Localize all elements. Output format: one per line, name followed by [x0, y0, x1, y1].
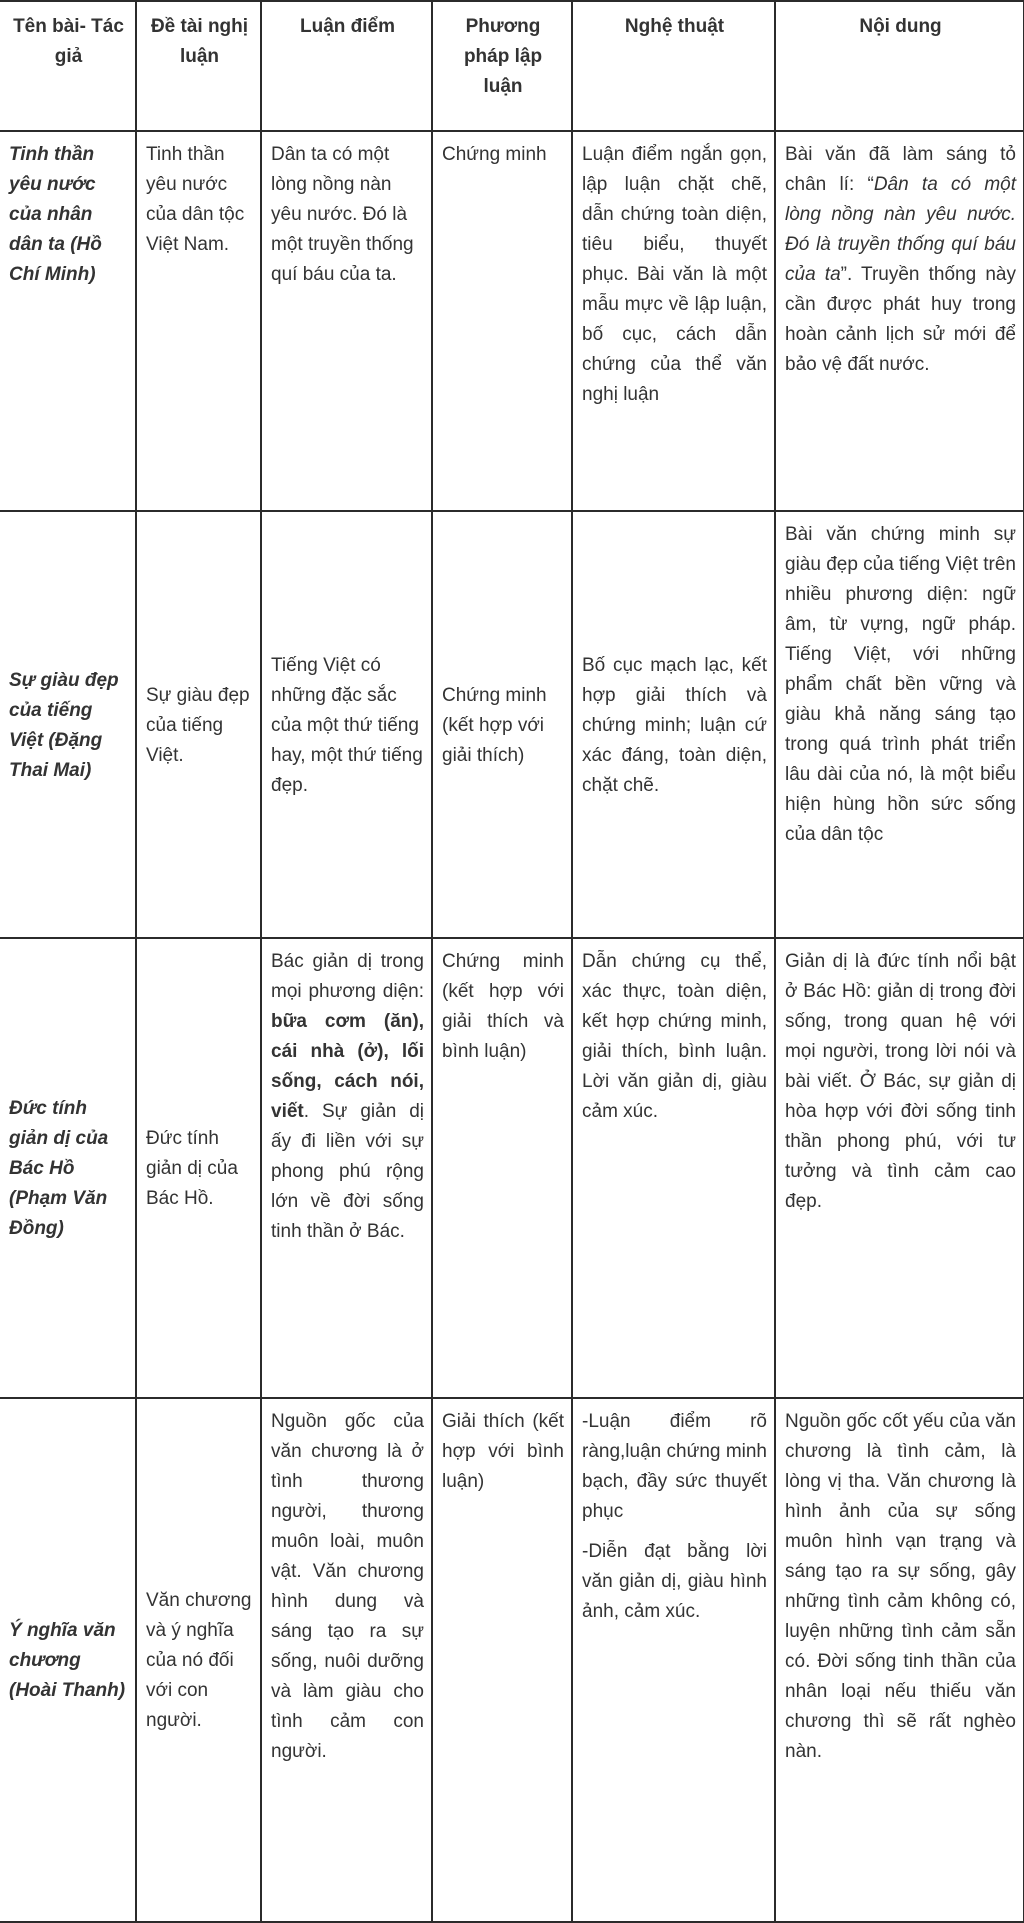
table-row	[0, 938, 1024, 1398]
cell-art	[572, 1398, 775, 1922]
header-content: Nội dung	[775, 1, 1024, 131]
cell-content: Nguồn gốc cốt yếu của văn chương là tình cảm, là lòng vị tha. Văn chương là hình ảnh của sự sống muôn hình vạn trạng và sáng tạo ra sự sống, gây những tình cảm không có, luyện những tình cảm sẵn có. Đời sống tinh thần của nhân loại nếu thiếu văn chương thì sẽ rất nghèo nàn.	[775, 1398, 1024, 1922]
cell-thesis: Dân ta có một lòng nồng nàn yêu nước. Đó là một truyền thống quí báu của ta.	[261, 131, 432, 511]
header-row	[0, 1, 1024, 131]
table-row	[0, 511, 1024, 938]
cell-topic: Đức tính giản dị của Bác Hồ.	[136, 938, 261, 1398]
cell-thesis	[261, 938, 432, 1398]
cell-content: Bài văn chứng minh sự giàu đẹp của tiếng Việt trên nhiều phương diện: ngữ âm, từ vựng, ngữ pháp. Tiếng Việt, với những phẩm chất bền vững và giàu khả năng sáng tạo trong quá trình phát triển lâu dài của nó, là một biểu hiện hùng hồn sức sống của dân tộc	[775, 511, 1024, 938]
cell-topic: Tinh thần yêu nước của dân tộc Việt Nam.	[136, 131, 261, 511]
cell-title: Sự giàu đẹp của tiếng Việt (Đặng Thai Mai)	[0, 511, 136, 938]
cell-thesis: Tiếng Việt có những đặc sắc của một thứ tiếng hay, một thứ tiếng đẹp.	[261, 511, 432, 938]
art-point: -Luận điểm rõ ràng,luận chứng minh bạch, đầy sức thuyết phục	[582, 1411, 767, 1522]
cell-method: Chứng minh (kết hợp với giải thích và bình luận)	[432, 938, 572, 1398]
table-row	[0, 1398, 1024, 1922]
cell-content: Giản dị là đức tính nổi bật ở Bác Hồ: giản dị trong đời sống, trong quan hệ với mọi người, trong lời nói và bài viết. Ở Bác, sự giản dị hòa hợp với đời sống tinh thần phong phú, với tư tưởng và tình cảm cao đẹp.	[775, 938, 1024, 1398]
thesis-bold: bữa cơm (ăn), cái nhà (ở), lối sống, cách nói, viết	[271, 1011, 424, 1122]
cell-topic: Sự giàu đẹp của tiếng Việt.	[136, 511, 261, 938]
header-title-author: Tên bài- Tác giả	[0, 1, 136, 131]
cell-title: Tinh thần yêu nước của nhân dân ta (Hồ Chí Minh)	[0, 131, 136, 511]
cell-topic: Văn chương và ý nghĩa của nó đối với con người.	[136, 1398, 261, 1922]
content-text: Bài văn đã làm sáng tỏ chân lí: “	[785, 144, 1016, 195]
header-art: Nghệ thuật	[572, 1, 775, 131]
table-row	[0, 131, 1024, 511]
cell-method: Chứng minh	[432, 131, 572, 511]
cell-thesis: Nguồn gốc của văn chương là ở tình thương người, thương muôn loài, muôn vật. Văn chương hình dung và sáng tạo ra sự sống, nuôi dưỡng và làm giàu cho tình cảm con người.	[261, 1398, 432, 1922]
cell-content	[775, 131, 1024, 511]
header-method: Phương pháp lập luận	[432, 1, 572, 131]
art-point: -Diễn đạt bằng lời văn giản dị, giàu hình ảnh, cảm xúc.	[582, 1541, 767, 1622]
cell-method: Giải thích (kết hợp với bình luận)	[432, 1398, 572, 1922]
content-text: ”. Truyền thống này cần được phát huy trong hoàn cảnh lịch sử mới để bảo vệ đất nước.	[785, 264, 1016, 375]
cell-title: Đức tính giản dị của Bác Hồ (Phạm Văn Đồng)	[0, 938, 136, 1398]
thesis-text: . Sự giản dị ấy đi liền với sự phong phú rộng lớn về đời sống tinh thần ở Bác.	[271, 1101, 424, 1242]
cell-art: Bố cục mạch lạc, kết hợp giải thích và chứng minh; luận cứ xác đáng, toàn diện, chặt chẽ.	[572, 511, 775, 938]
header-topic: Đề tài nghị luận	[136, 1, 261, 131]
content-quote: Dân ta có một lòng nồng nàn yêu nước. Đó là truyền thống quí báu của ta	[785, 174, 1016, 285]
thesis-text: Bác giản dị trong mọi phương diện:	[271, 951, 424, 1002]
cell-method: Chứng minh (kết hợp với giải thích)	[432, 511, 572, 938]
header-thesis: Luận điểm	[261, 1, 432, 131]
cell-art: Luận điểm ngắn gọn, lập luận chặt chẽ, dẫn chứng toàn diện, tiêu biểu, thuyết phục. Bài văn là một mẫu mực về lập luận, bố cục, cách dẫn chứng của thể văn nghị luận	[572, 131, 775, 511]
cell-title: Ý nghĩa văn chương (Hoài Thanh)	[0, 1398, 136, 1922]
cell-art: Dẫn chứng cụ thể, xác thực, toàn diện, kết hợp chứng minh, giải thích, bình luận. Lời văn giản dị, giàu cảm xúc.	[572, 938, 775, 1398]
